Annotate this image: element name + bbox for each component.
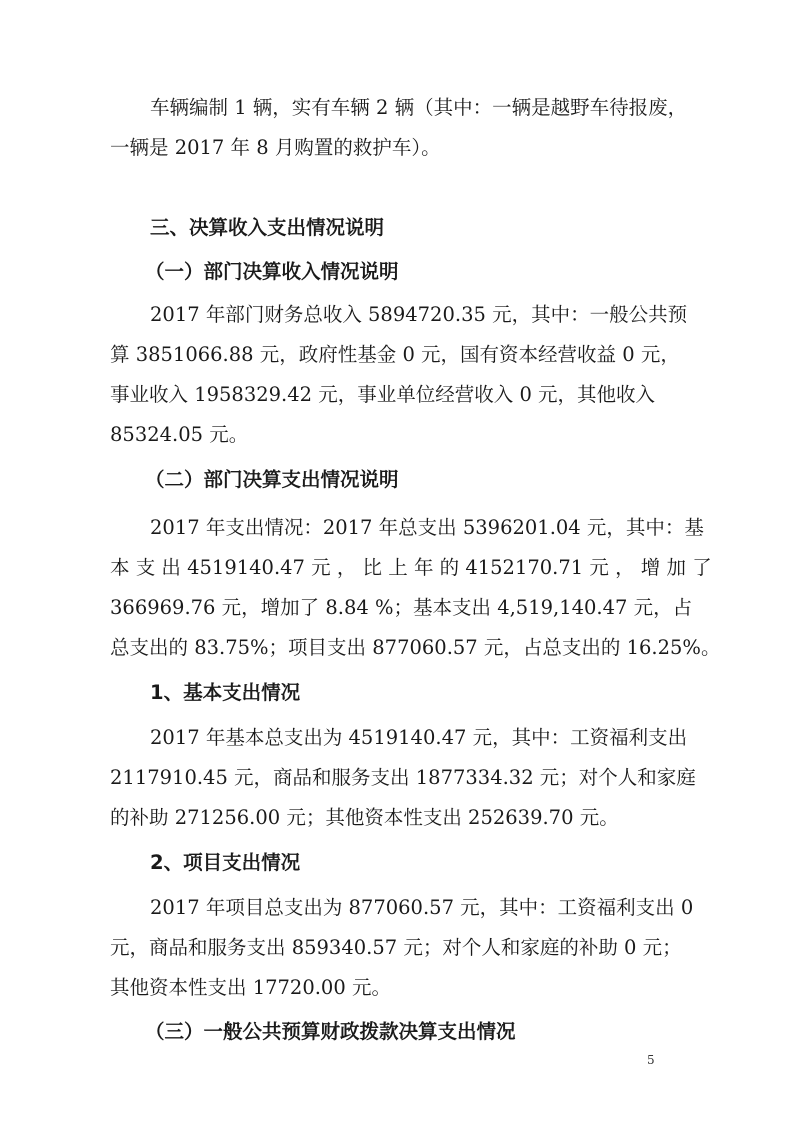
section-title: 三、决算收入支出情况说明 (150, 216, 385, 239)
expense-line-2: 本 支 出 4519140.47 元 ， 比 上 年 的 4152170.71 元 ， 增 加 了 (110, 556, 712, 579)
vehicles-line-2: 一辆是 2017 年 8 月购置的救护车）。 (110, 136, 441, 159)
expense-line-1: 2017 年支出情况：2017 年总支出 5396201.04 元，其中：基 (150, 516, 704, 539)
project-line-1: 2017 年项目总支出为 877060.57 元，其中：工资福利支出 0 (150, 896, 694, 919)
income-line-4: 85324.05 元。 (110, 423, 249, 446)
basic-heading: 1、基本支出情况 (150, 681, 301, 704)
basic-line-1: 2017 年基本总支出为 4519140.47 元，其中：工资福利支出 (150, 726, 688, 749)
expense-line-4: 总支出的 83.75%；项目支出 877060.57 元，占总支出的 16.25%。 (110, 636, 721, 659)
basic-line-3: 的补助 271256.00 元；其他资本性支出 252639.70 元。 (110, 806, 619, 829)
project-line-2: 元，商品和服务支出 859340.57 元；对个人和家庭的补助 0 元； (110, 936, 682, 959)
expense-line-3: 366969.76 元，增加了 8.84 %；基本支出 4,519,140.47 元，占 (110, 596, 693, 619)
project-heading: 2、项目支出情况 (150, 851, 301, 874)
project-line-3: 其他资本性支出 17720.00 元。 (110, 976, 391, 999)
vehicles-line-1: 车辆编制 1 辆，实有车辆 2 辆（其中：一辆是越野车待报废， (150, 96, 688, 119)
income-line-1: 2017 年部门财务总收入 5894720.35 元，其中：一般公共预 (150, 303, 688, 326)
income-line-2: 算 3851066.88 元，政府性基金 0 元，国有资本经营收益 0 元， (110, 343, 680, 366)
basic-line-2: 2117910.45 元，商品和服务支出 1877334.32 元；对个人和家庭 (110, 766, 696, 789)
general-budget-heading: （三）一般公共预算财政拨款决算支出情况 (145, 1020, 516, 1043)
expense-heading: （二）部门决算支出情况说明 (145, 468, 399, 491)
income-line-3: 事业收入 1958329.42 元，事业单位经营收入 0 元，其他收入 (110, 383, 656, 406)
page-number: 5 (647, 1053, 655, 1067)
income-heading: （一）部门决算收入情况说明 (145, 260, 399, 283)
